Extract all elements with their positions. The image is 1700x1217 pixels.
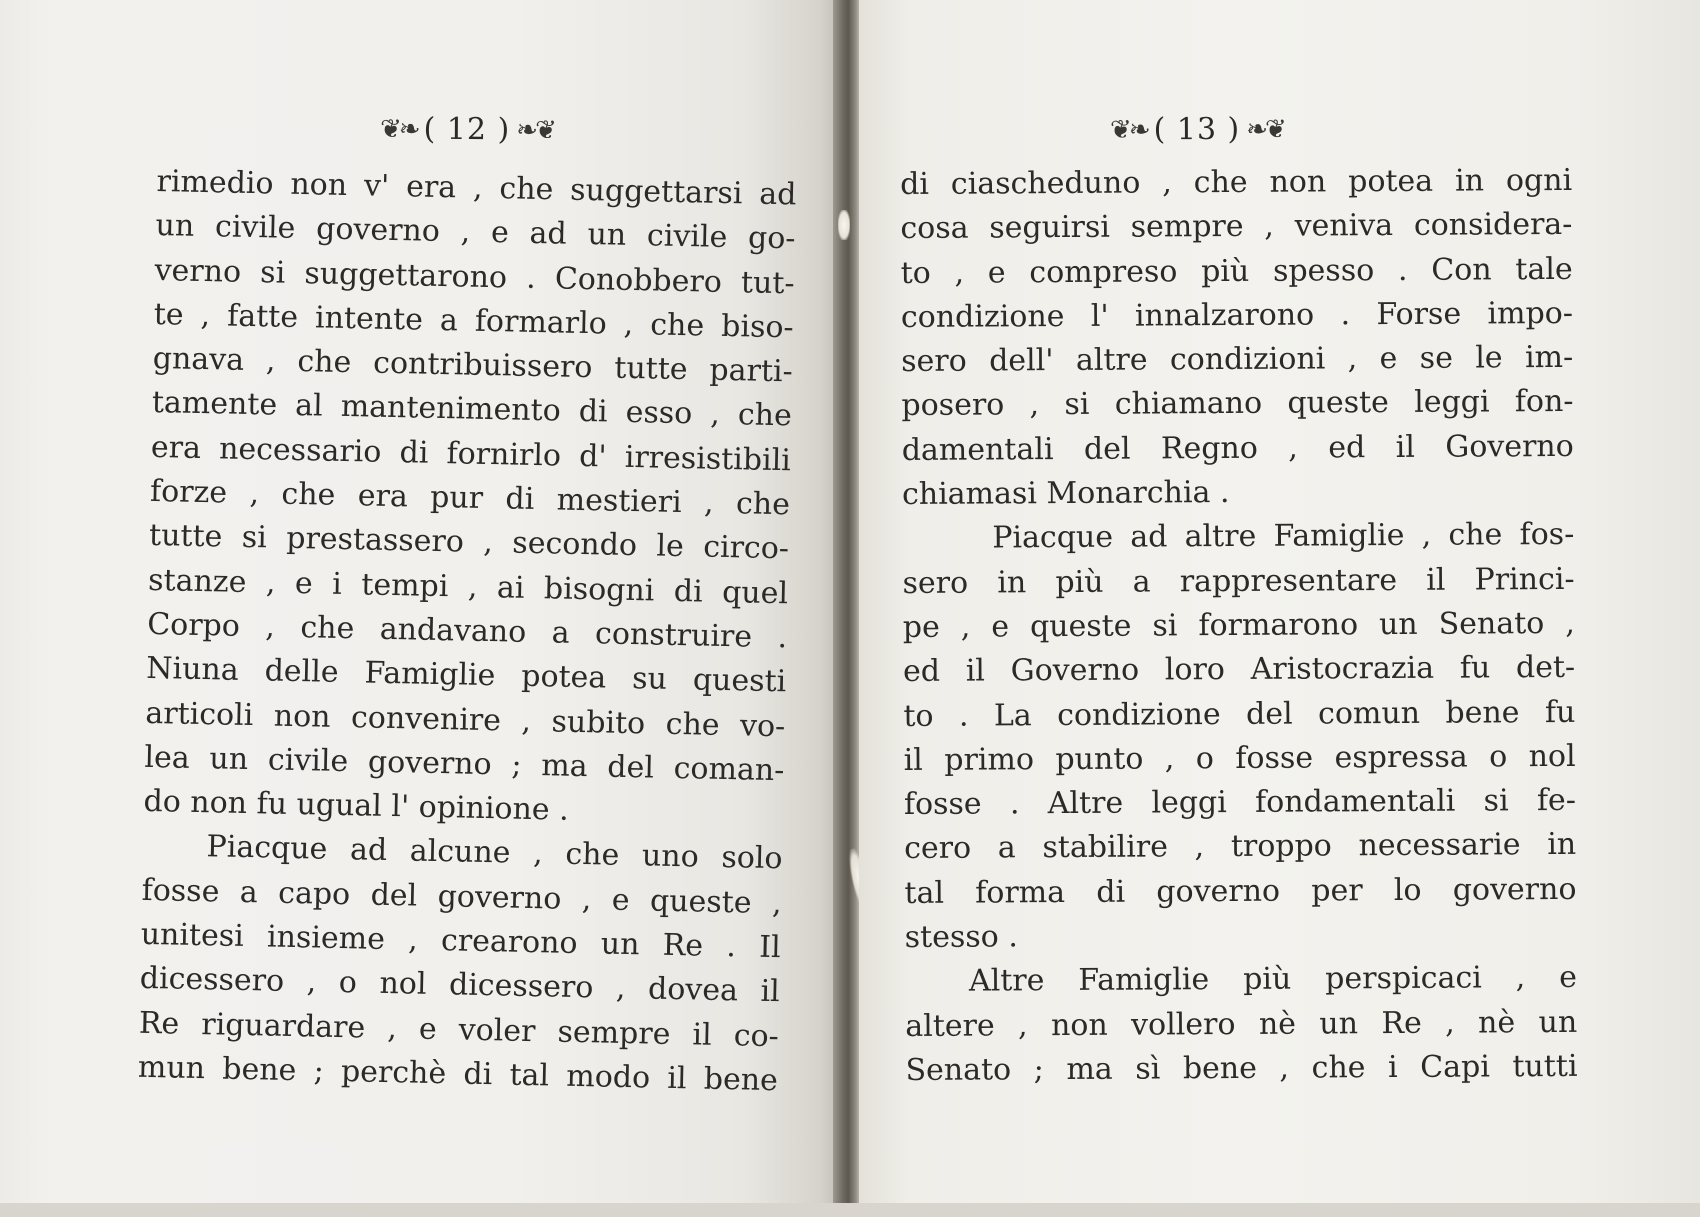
text-line: stanze , e i tempi , ai bisogni di quel <box>147 562 789 611</box>
text-line: articoli non convenire , subito che vo- <box>145 695 786 744</box>
text-line: dicessero , o nol dicessero , dovea il <box>139 961 781 1010</box>
text-line: cosa seguirsi sempre , veniva considera- <box>900 207 1573 247</box>
text-line: lea un civile governo ; ma del coman- <box>144 739 785 789</box>
text-line: damentali del Regno , ed il Governo <box>901 428 1574 468</box>
ornament-left-icon: ❦❧ <box>1109 114 1148 145</box>
page-bottom-edge <box>0 1203 1700 1217</box>
binding-thread-top <box>838 210 850 240</box>
text-line: il primo punto , o fosse espressa o nol <box>903 738 1576 778</box>
text-line: Altre Famiglie più perspicaci , e <box>968 960 1578 999</box>
text-line: Piacque ad alcune , che uno solo <box>206 829 783 877</box>
text-line: tamente al mantenimento di esso , che <box>151 385 793 434</box>
text-line: cero a stabilire , troppo necessarie in <box>904 827 1577 867</box>
left-page-header <box>380 111 554 147</box>
ornament-left-icon: ❦❧ <box>379 113 418 145</box>
text-line: verno si suggettarono . Conobbero tut- <box>154 252 795 301</box>
book-gutter <box>833 0 861 1217</box>
text-line: gnava , che contribuissero tutte parti- <box>152 341 794 390</box>
text-line: sero dell' altre condizioni , e se le im- <box>901 340 1574 380</box>
right-page-number: ( 13 ) <box>1153 111 1241 148</box>
text-line: fosse . Altre leggi fondamentali si fe- <box>903 783 1577 823</box>
text-line: altere , non vollero nè un Re , nè un <box>905 1004 1578 1044</box>
text-line: sero in più a rappresentare il Princi- <box>902 561 1575 601</box>
left-page-text <box>138 160 797 1103</box>
text-line: pe , e queste si formarono un Senato , <box>902 605 1575 645</box>
text-line: to . La condizione del comun bene fu <box>903 694 1576 734</box>
text-line: Corpo , che andavano a construire . <box>146 606 788 656</box>
text-line: rimedio non v' era , che suggettarsi ad <box>156 163 797 213</box>
text-line: Niuna delle Famiglie potea su questi <box>145 651 787 700</box>
text-line: forze , che era pur di mestieri , che <box>149 474 791 523</box>
text-line: te , fatte intente a formarlo , che biso- <box>153 296 794 346</box>
ornament-right-icon: ❧❦ <box>516 114 554 146</box>
text-line: do non fu ugual l' opinione . <box>143 784 570 828</box>
text-line: di ciascheduno , che non potea in ogni <box>900 162 1573 202</box>
text-line: ed il Governo loro Aristocrazia fu det- <box>903 650 1576 690</box>
text-line: Piacque ad altre Famiglie , che fos- <box>992 517 1575 556</box>
right-page-header <box>1110 112 1284 148</box>
text-line: condizione l' innalzarono . Forse impo- <box>900 295 1574 335</box>
right-page <box>859 0 1700 1205</box>
text-line: un civile governo , e ad un civile go- <box>155 208 796 257</box>
text-line: stesso . <box>904 919 1018 956</box>
left-page <box>0 0 845 1205</box>
text-line: era necessario di fornirlo d' irresistibili <box>150 429 792 479</box>
text-line: tal forma di governo per lo governo <box>904 871 1577 911</box>
text-line: Senato ; ma sì bene , che i Capi tutti <box>905 1048 1578 1088</box>
text-line: posero , si chiamano queste leggi fon- <box>901 384 1574 424</box>
text-line: unitesi insieme , crearono un Re . Il <box>140 916 782 966</box>
text-line: tutte si prestassero , secondo le circo- <box>148 518 790 567</box>
text-line: chiamasi Monarchia . <box>901 475 1230 513</box>
right-page-text <box>900 159 1578 1093</box>
left-page-number: ( 12 ) <box>423 111 511 148</box>
ornament-right-icon: ❧❦ <box>1246 114 1284 145</box>
text-line: mun bene ; perchè di tal modo il bene <box>137 1049 779 1099</box>
text-line: fosse a capo del governo , e queste , <box>141 872 782 921</box>
text-line: to , e compreso più spesso . Con tale <box>900 251 1573 291</box>
text-line: Re riguardare , e voler sempre il co- <box>138 1005 780 1054</box>
